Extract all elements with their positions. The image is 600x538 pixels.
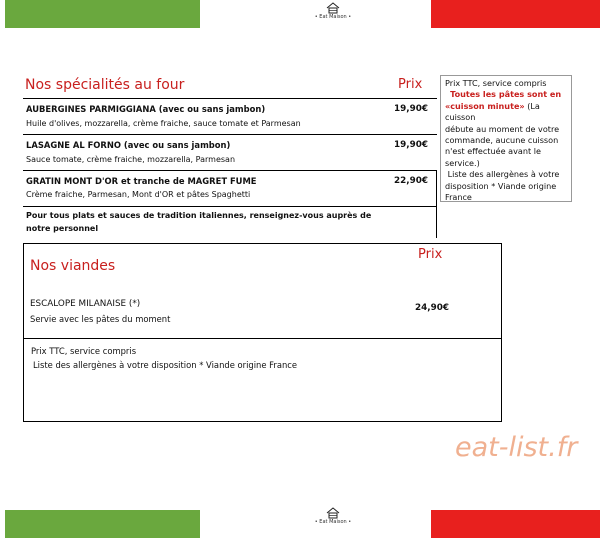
dish-price: 19,90€: [394, 140, 428, 150]
dish-desc: Huile d'olives, mozzarella, crème fraiche, sauce tomate et Parmesan: [26, 119, 301, 128]
watermark-text: eat-list.fr: [455, 432, 578, 463]
divider: [23, 170, 437, 171]
price-header-viandes: Prix: [418, 247, 443, 262]
brand-name: • Eat Maison •: [314, 14, 352, 20]
note-highlight: Toutes les pâtes sont en: [450, 89, 562, 100]
note-line: débute au moment de votre: [445, 123, 560, 134]
viandes-footer-line1: Prix TTC, service compris: [31, 346, 137, 356]
dish-desc: Crème fraiche, Parmesan, Mont d'OR et pâtes Spaghetti: [26, 190, 251, 199]
divider-vertical: [436, 170, 437, 238]
dish-desc: Servie avec les pâtes du moment: [30, 314, 171, 324]
dish-price: 19,90€: [394, 104, 428, 114]
brand-logo-top: [303, 2, 363, 21]
green-band-bottom: [5, 510, 200, 538]
dish-price: 24,90€: [415, 303, 449, 313]
note-line: n'est effectuée avant le: [445, 146, 541, 157]
divider-vertical: [501, 243, 502, 422]
brand-logo-bottom: [303, 507, 363, 526]
note-line: disposition * Viande origine: [445, 180, 557, 191]
dish-name: ESCALOPE MILANAISE (*): [30, 299, 141, 309]
divider: [23, 421, 502, 422]
house-icon: [326, 2, 340, 14]
divider: [23, 134, 437, 135]
divider: [23, 338, 502, 339]
note-line: service.): [445, 157, 480, 168]
price-header-four: Prix: [398, 77, 423, 92]
dish-desc: Sauce tomate, crème fraiche, mozzarella, Parmesan: [26, 155, 236, 164]
note-highlight: «cuisson minute»: [445, 100, 525, 111]
note-line: Liste des allergènes à votre: [447, 169, 560, 180]
house-icon: [326, 507, 340, 519]
red-band-top: [431, 0, 600, 28]
dish-name: GRATIN MONT D'OR et tranche de MAGRET FUME: [26, 176, 257, 186]
dish-price: 22,90€: [394, 176, 428, 186]
info-note-box: [440, 75, 572, 202]
four-footer-line1: Pour tous plats et sauces de tradition italiennes, renseignez-vous auprès de: [26, 211, 372, 220]
note-line: (La cuisson: [445, 100, 540, 123]
brand-name: • Eat Maison •: [314, 519, 352, 525]
viandes-footer-line2: Liste des allergènes à votre disposition * Viande origine France: [33, 360, 298, 370]
four-footer-line2: notre personnel: [26, 224, 99, 233]
note-line: France: [445, 192, 472, 203]
dish-name: LASAGNE AL FORNO (avec ou sans jambon): [26, 140, 231, 150]
section-title-four: Nos spécialités au four: [25, 77, 185, 93]
green-band-top: [5, 0, 200, 28]
divider: [23, 206, 437, 207]
note-line: Prix TTC, service compris: [445, 78, 547, 88]
red-band-bottom: [431, 510, 600, 538]
note-line: commande, aucune cuisson: [445, 135, 559, 146]
divider: [23, 98, 437, 99]
dish-name: AUBERGINES PARMIGGIANA (avec ou sans jambon): [26, 104, 266, 114]
section-title-viandes: Nos viandes: [30, 258, 116, 274]
